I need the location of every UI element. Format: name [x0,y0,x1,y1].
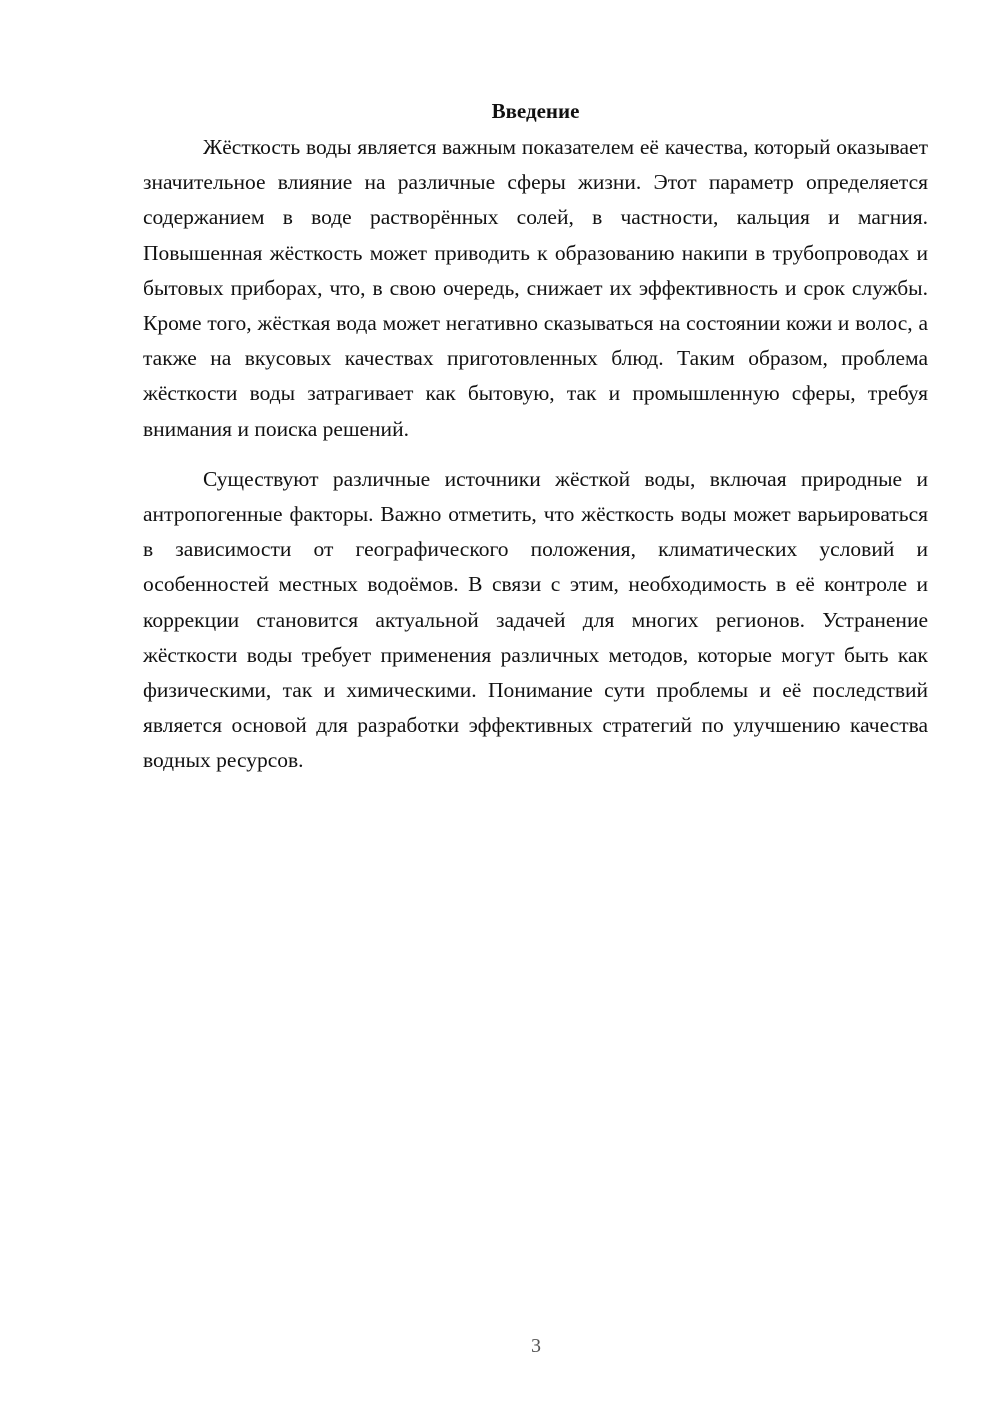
page-number: 3 [531,1335,541,1357]
paragraph-2: Существуют различные источники жёсткой воды, включая природные и антропогенные факторы. Важно отметить, что жёсткость воды может варьироваться в зависимости от географического положения, климатических условий и особенностей местных водоёмов. В связи с этим, необходимость в её контроле и коррекции становится актуальной задачей для многих регионов. Устранение жёсткости воды требует применения различных методов, которые могут быть как физическими, так и химическими. Понимание сути проблемы и её последствий является основой для разработки эффективных стратегий по улучшению качества водных ресурсов. [143,466,928,773]
page-content [143,96,928,794]
section-heading: Введение [491,99,580,123]
paragraph-1: Жёсткость воды является важным показателем её качества, который оказывает значительное влияние на различные сферы жизни. Этот параметр определяется содержанием в воде растворённых солей, в частности, кальция и магния. Повышенная жёсткость может приводить к образованию накипи в трубопроводах и бытовых приборах, что, в свою очередь, снижает их эффективность и срок службы. Кроме того, жёсткая вода может негативно сказываться на состоянии кожи и волос, а также на вкусовых качествах приготовленных блюд. Таким образом, проблема жёсткости воды затрагивает как бытовую, так и промышленную сферы, требуя внимания и поиска решений. [143,135,928,441]
